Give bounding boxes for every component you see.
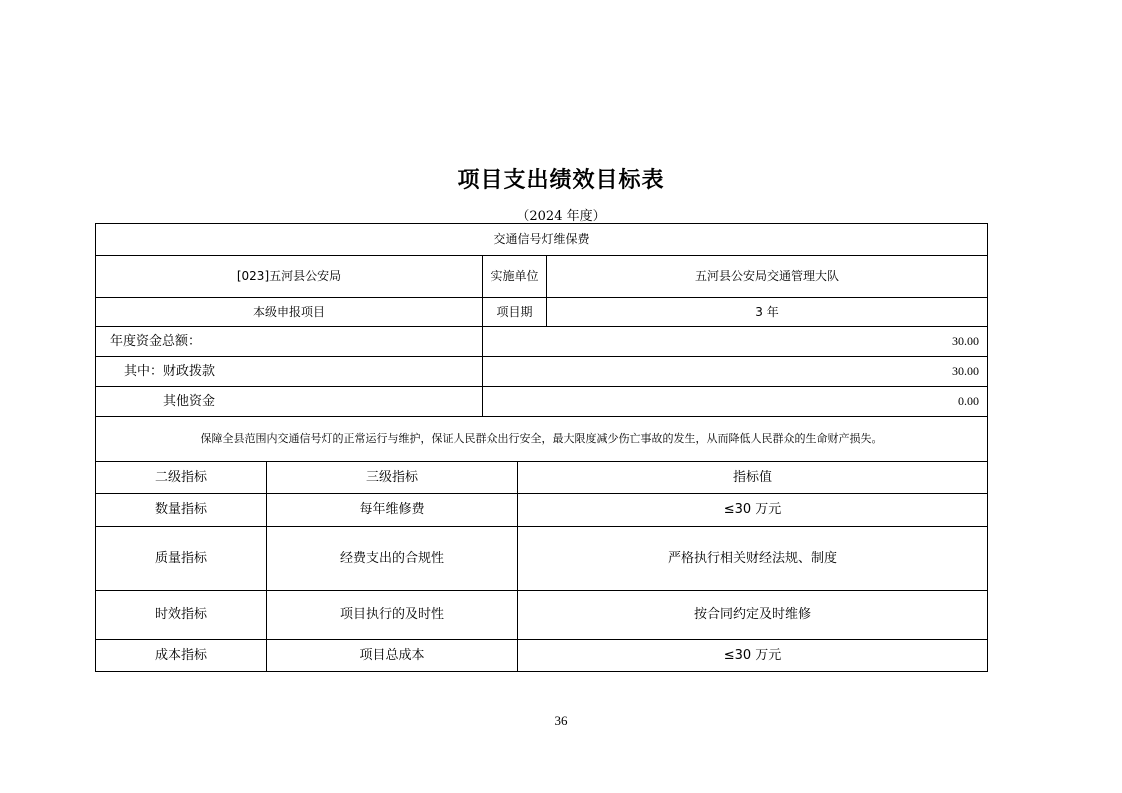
total-funds-label: 年度资金总额： (96, 327, 483, 357)
header-level2: 二级指标 (96, 462, 267, 494)
fiscal-funds-label: 其中：财政拨款 (96, 357, 483, 387)
implementing-unit: 五河县公安局交通管理大队 (547, 256, 988, 298)
indicator-value: ≤30 万元 (518, 494, 988, 527)
performance-table (95, 223, 988, 672)
year-subtitle: （2024 年度） (516, 209, 606, 224)
implementing-unit-label: 实施单位 (483, 256, 547, 298)
indicator-level3: 项目执行的及时性 (267, 591, 518, 640)
indicator-level3: 经费支出的合规性 (267, 527, 518, 591)
performance-goal: 保障全县范围内交通信号灯的正常运行与维护，保证人民群众出行安全，最大限度减少伤亡事故的发生，从而降低人民群众的生命财产损失。 (96, 417, 988, 462)
page-number: 36 (554, 713, 568, 728)
project-type: 本级申报项目 (96, 298, 483, 327)
project-period-label: 项目期 (483, 298, 547, 327)
indicator-level2: 数量指标 (96, 494, 267, 527)
other-funds-value: 0.00 (483, 387, 988, 417)
indicator-value: 严格执行相关财经法规、制度 (518, 527, 988, 591)
header-value: 指标值 (518, 462, 988, 494)
indicator-level3: 每年维修费 (267, 494, 518, 527)
indicator-level3: 项目总成本 (267, 640, 518, 672)
total-funds-value: 30.00 (483, 327, 988, 357)
project-name: 交通信号灯维保费 (96, 224, 988, 256)
header-level3: 三级指标 (267, 462, 518, 494)
indicator-value: 按合同约定及时维修 (518, 591, 988, 640)
fiscal-funds-value: 30.00 (483, 357, 988, 387)
indicator-level2: 质量指标 (96, 527, 267, 591)
indicator-level2: 时效指标 (96, 591, 267, 640)
other-funds-label: 其他资金 (96, 387, 483, 417)
department: [023]五河县公安局 (96, 256, 483, 298)
project-period-value: 3 年 (547, 298, 988, 327)
indicator-level2: 成本指标 (96, 640, 267, 672)
page-title: 项目支出绩效目标表 (457, 168, 665, 193)
indicator-value: ≤30 万元 (518, 640, 988, 672)
